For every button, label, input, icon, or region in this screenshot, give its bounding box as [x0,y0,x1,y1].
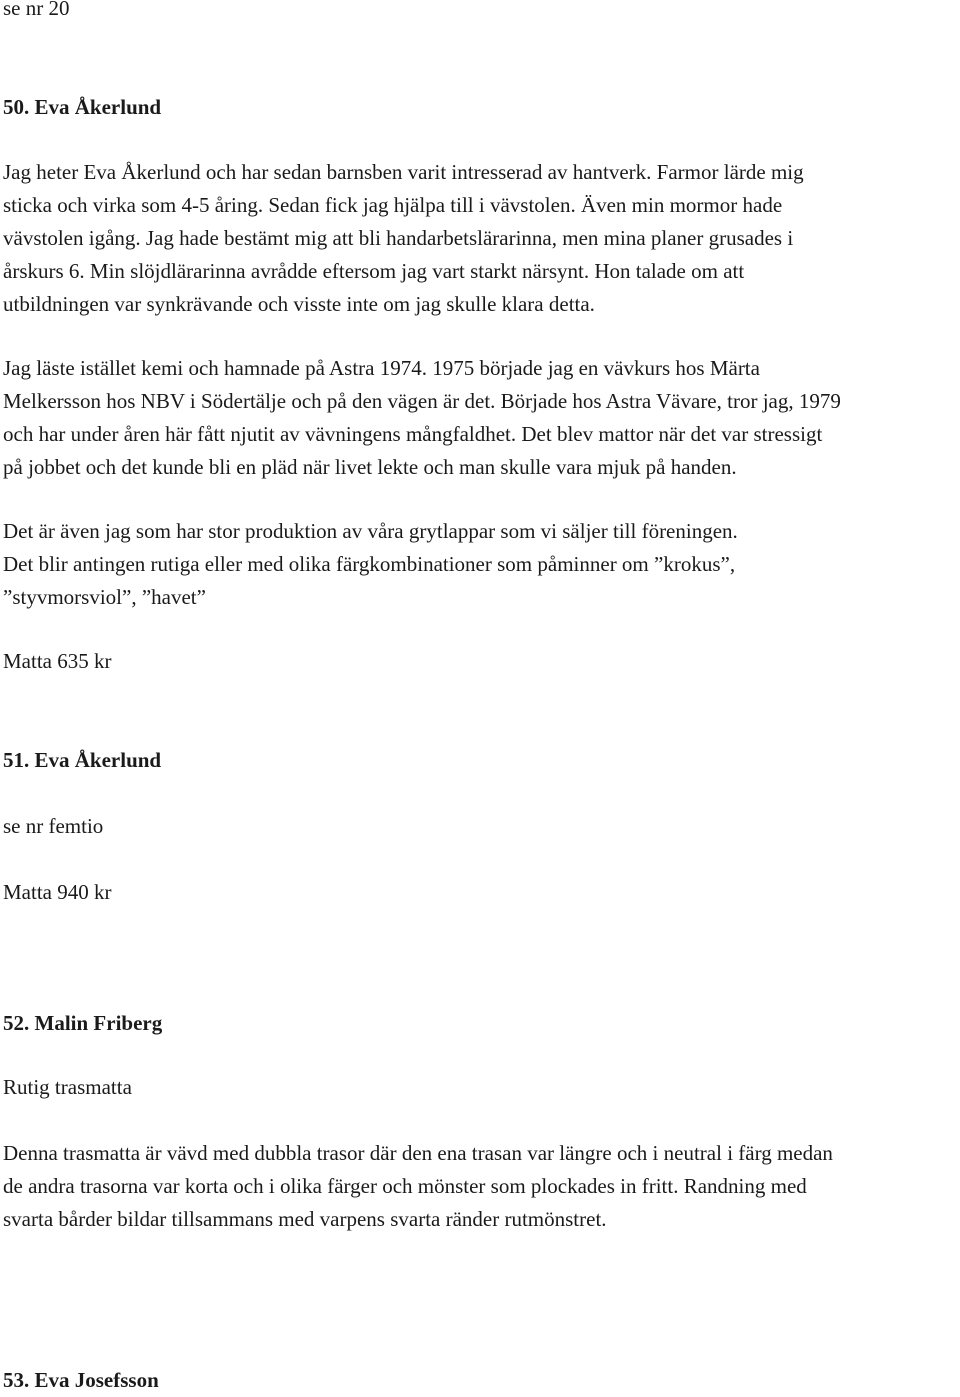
entry-50-p1-line2: sticka och virka som 4-5 åring. Sedan fick jag hjälpa till i vävstolen. Även min mormor hade [3,193,783,217]
entry-50-p3-line2: Det blir antingen rutiga eller med olika färgkombinationer som påminner om ”krokus”, [3,552,736,576]
entry-50-p2-line3: och har under åren här fått njutit av vävningens mångfaldhet. Det blev mattor när det var stressigt [3,422,823,446]
entry-52-subtitle: Rutig trasmatta [3,1075,132,1099]
entry-50-p1-line1: Jag heter Eva Åkerlund och har sedan barnsben varit intresserad av hantverk. Farmor lärde mig [3,160,804,184]
entry-50-p1-line4: årskurs 6. Min slöjdlärarinna avrådde eftersom jag vart starkt närsynt. Hon talade om att [3,259,745,283]
entry-50-price: Matta 635 kr [3,649,112,673]
entry-50-heading: 50. Eva Åkerlund [3,95,162,119]
entry-52-heading: 52. Malin Friberg [3,1011,163,1035]
entry-51-heading: 51. Eva Åkerlund [3,748,162,772]
entry-52-p1-line3: svarta bårder bildar tillsammans med varpens svarta ränder rutmönstret. [3,1207,607,1231]
entry-53-heading: 53. Eva Josefsson [3,1368,159,1392]
entry-52-p1-line1: Denna trasmatta är vävd med dubbla trasor där den ena trasan var längre och i neutral i färg medan [3,1141,833,1165]
entry-50-p3-line3: ”styvmorsviol”, ”havet” [3,585,206,609]
entry-52-p1-line2: de andra trasorna var korta och i olika färger och mönster som plockades in fritt. Randning med [3,1174,807,1198]
entry-50-p3-line1: Det är även jag som har stor produktion av våra grytlappar som vi säljer till föreningen. [3,519,738,543]
entry-50-p1-line5: utbildningen var synkrävande och visste inte om jag skulle klara detta. [3,292,595,316]
entry-50-p2-line4: på jobbet och det kunde bli en pläd när livet lekte och man skulle vara mjuk på handen. [3,455,737,479]
intro-text: se nr 20 [3,0,70,20]
entry-50-p1-line3: vävstolen igång. Jag hade bestämt mig att bli handarbetslärarinna, men mina planer grusades i [3,226,794,250]
entry-51-note: se nr femtio [3,814,104,838]
entry-50-p2-line2: Melkersson hos NBV i Södertälje och på den vägen är det. Började hos Astra Vävare, tror jag, 1979 [3,389,841,413]
entry-51-price: Matta 940 kr [3,880,112,904]
entry-50-p2-line1: Jag läste istället kemi och hamnade på Astra 1974. 1975 började jag en vävkurs hos Märta [3,356,760,380]
